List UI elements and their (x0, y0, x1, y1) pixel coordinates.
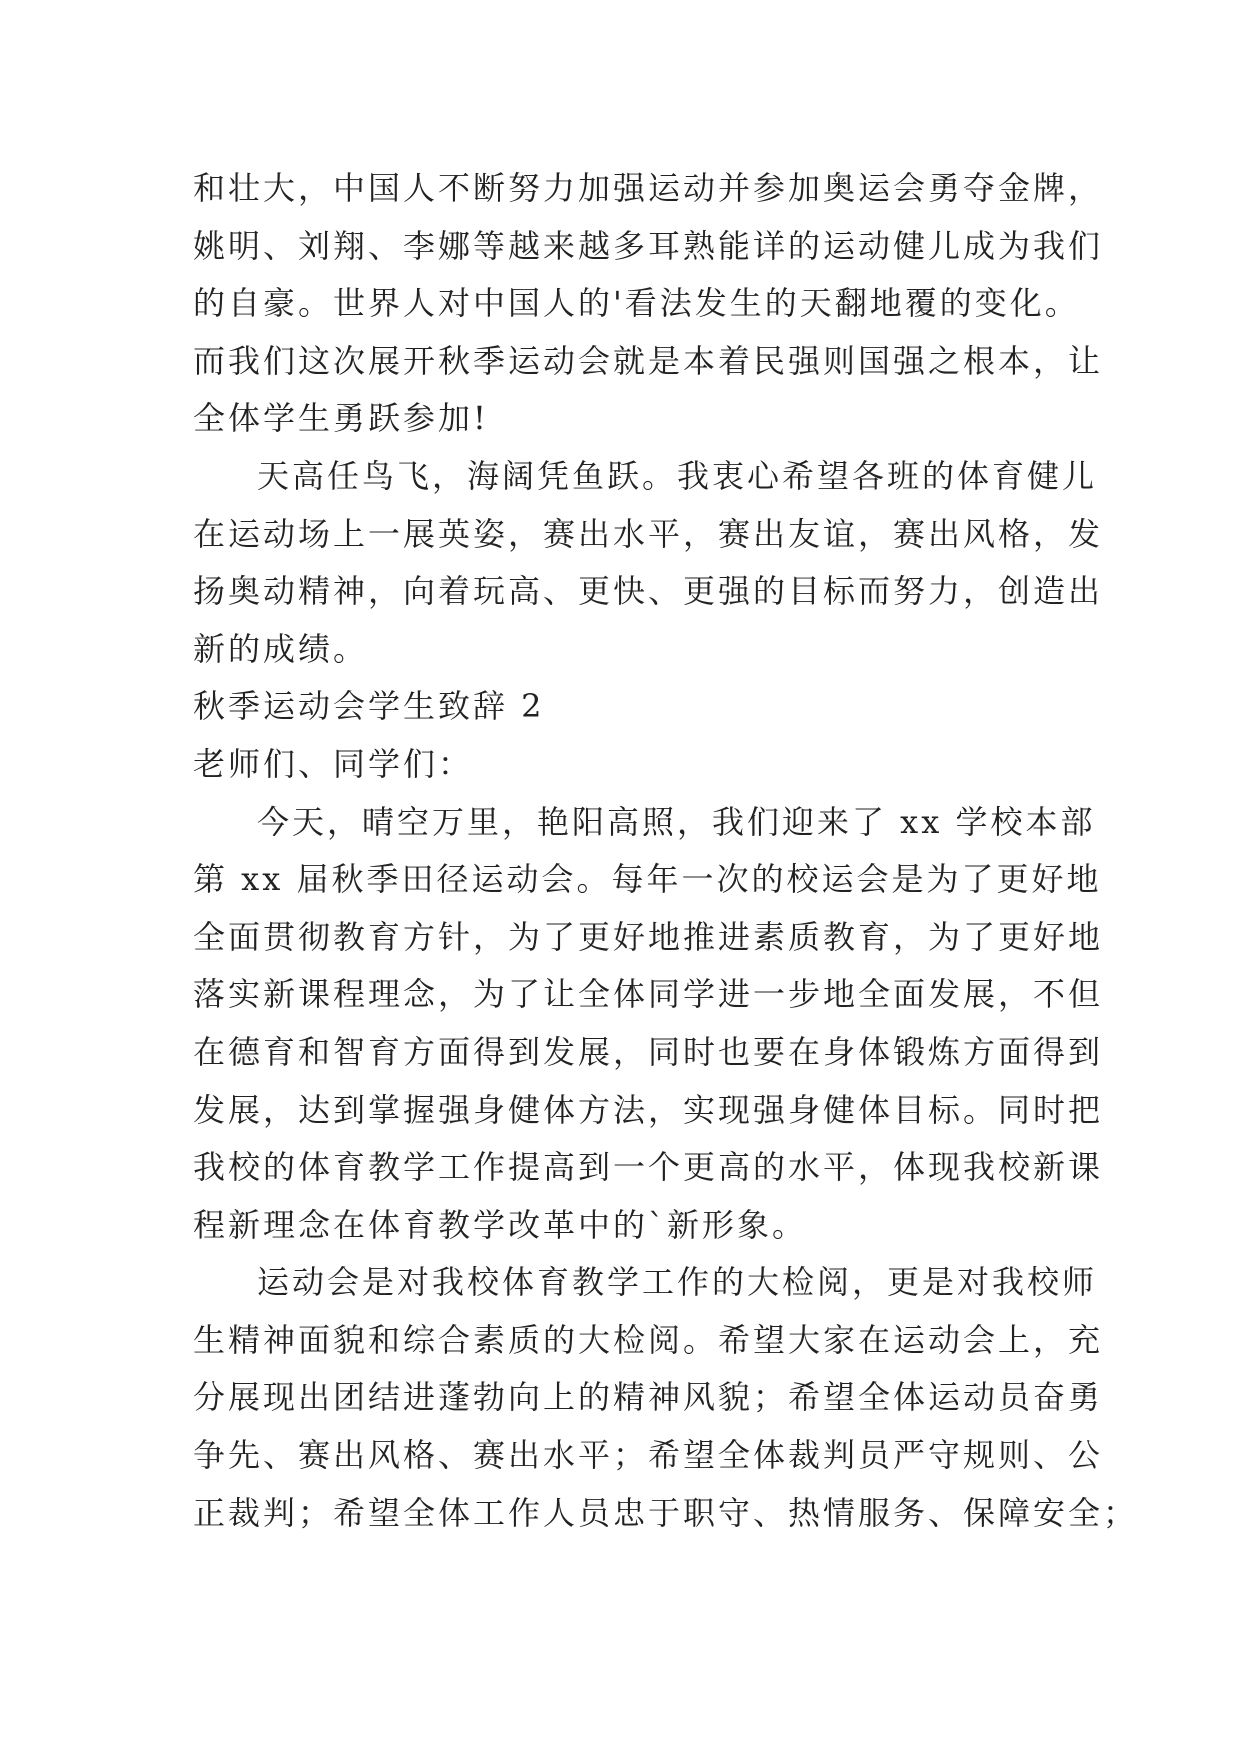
text-line: 分展现出团结进蓬勃向上的精神风貌；希望全体运动员奋勇 (193, 1378, 1104, 1417)
document-body (193, 160, 1139, 1542)
text-line: 我校的体育教学工作提高到一个更高的水平，体现我校新课 (193, 1148, 1104, 1187)
text-line: 全面贯彻教育方针，为了更好地推进素质教育，为了更好地 (193, 917, 1104, 956)
text-line: 正裁判；希望全体工作人员忠于职守、热情服务、保障安全； (193, 1493, 1139, 1532)
text-line: 程新理念在体育教学改革中的`新形象。 (193, 1205, 808, 1244)
text-line: 新的成绩。 (193, 629, 369, 668)
text-line: 生精神面貌和综合素质的大检阅。希望大家在运动会上，充 (193, 1320, 1104, 1359)
paragraph-first-line: 运动会是对我校体育教学工作的大检阅，更是对我校师 (257, 1263, 1098, 1302)
text-line: 而我们这次展开秋季运动会就是本着民强则国强之根本，让 (193, 341, 1104, 380)
text-line: 和壮大，中国人不断努力加强运动并参加奥运会勇夺金牌， (193, 169, 1104, 207)
text-line: 的自豪。世界人对中国人的'看法发生的天翻地覆的变化。 (193, 284, 1080, 323)
section-heading: 秋季运动会学生致辞 2 (193, 687, 545, 726)
paragraph-first-line: 天高任鸟飞，海阔凭鱼跃。我衷心希望各班的体育健儿 (257, 456, 1098, 495)
salutation: 老师们、同学们： (193, 744, 474, 783)
text-line: 争先、赛出风格、赛出水平；希望全体裁判员严守规则、公 (193, 1436, 1104, 1475)
text-line: 第 xx 届秋季田径运动会。每年一次的校运会是为了更好地 (193, 860, 1102, 899)
text-line: 在运动场上一展英姿，赛出水平，赛出友谊，赛出风格，发 (193, 514, 1104, 553)
text-line: 全体学生勇跃参加! (193, 399, 489, 438)
text-line: 扬奥动精神，向着玩高、更快、更强的目标而努力，创造出 (193, 572, 1104, 611)
text-line: 发展，达到掌握强身健体方法，实现强身健体目标。同时把 (193, 1090, 1104, 1129)
text-line: 姚明、刘翔、李娜等越来越多耳熟能详的运动健儿成为我们 (193, 226, 1104, 265)
text-line: 在德育和智育方面得到发展，同时也要在身体锻炼方面得到 (193, 1032, 1104, 1071)
text-line: 落实新课程理念，为了让全体同学进一步地全面发展，不但 (193, 975, 1104, 1014)
paragraph-first-line: 今天，晴空万里，艳阳高照，我们迎来了 xx 学校本部 (257, 802, 1096, 841)
